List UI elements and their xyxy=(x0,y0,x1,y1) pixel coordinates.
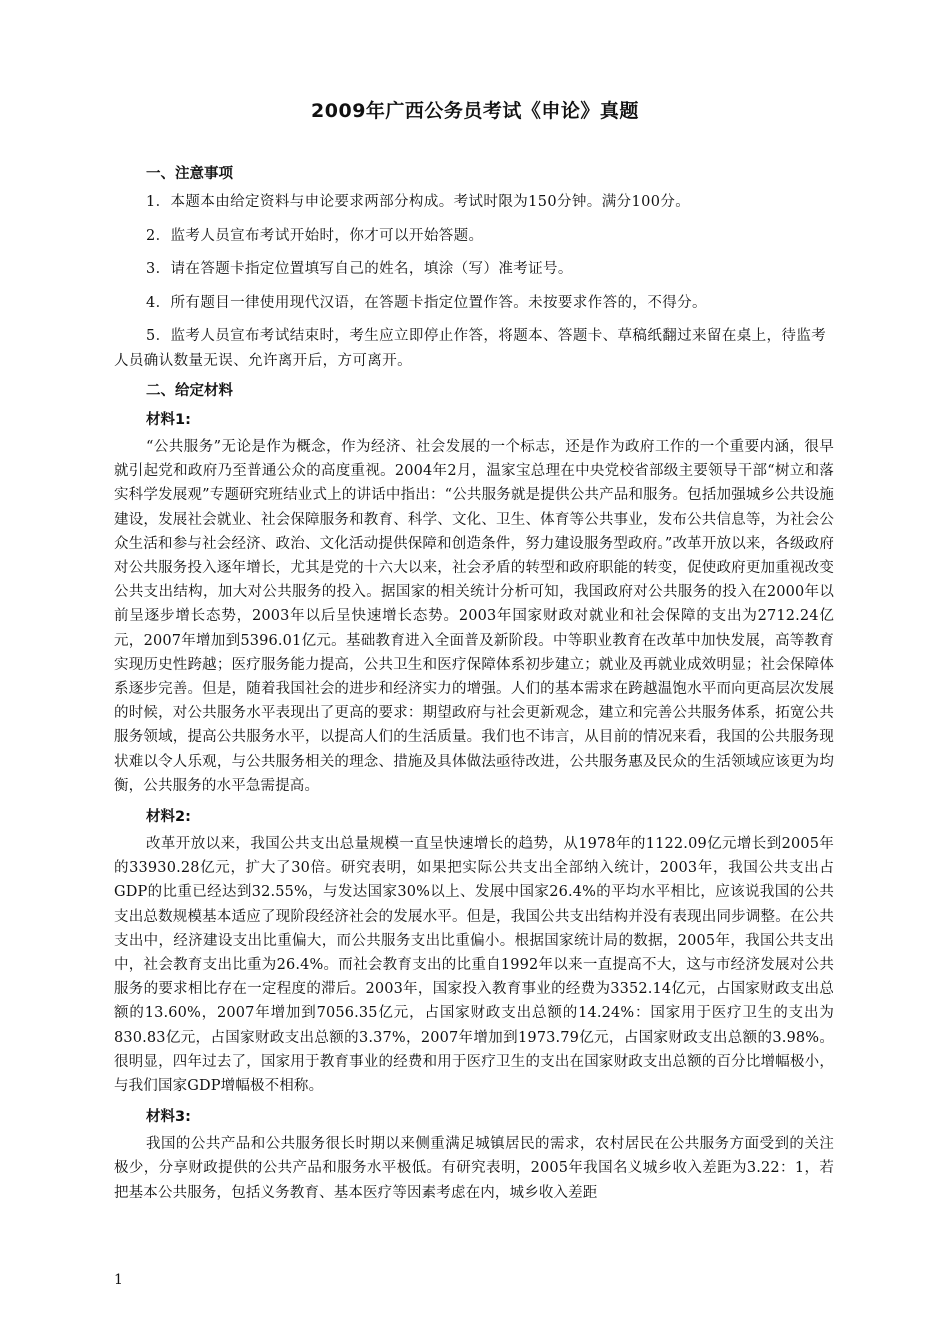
material-text: 改革开放以来，我国公共支出总量规模一直呈快速增长的趋势，从1978年的1122.09亿元增长到2005年的33930.28亿元，扩大了30倍。研究表明，如果把实际公共支出全部纳入统计，2003年，我国公共支出占GDP的比重已经达到32.55%，与发达国家30%以上、发展中国家26.4%的平均水平相比，应该说我国的公共支出总数规模基本适应了现阶段经济社会的发展水平。但是，我国公共支出结构并没有表现出同步调整。在公共支出中，经济建设支出比重偏大，而公共服务支出比重偏小。根据国家统计局的数据，2005年，我国公共支出中，社会教育支出比重为26.4%。而社会教育支出的比重自1992年以来一直提高不大，这与市经济发展对公共服务的要求相比存在一定程度的滞后。2003年，国家投入教育事业的经费为3352.14亿元，占国家财政支出总额的13.60%，2007年增加到7056.35亿元，占国家财政支出总额的14.24%：国家用于医疗卫生的支出为830.83亿元，占国家财政支出总额的3.37%，2007年增加到1973.79亿元，占国家财政支出总额的3.98%。很明显，四年过去了，国家用于教育事业的经费和用于医疗卫生的支出在国家财政支出总额的百分比增幅极小，与我们国家GDP增幅极不相称。 xyxy=(114,836,834,1095)
note-item: 1．本题本由给定资料与申论要求两部分构成。考试时限为150分钟。满分100分。 xyxy=(146,194,691,210)
page-number: 1 xyxy=(114,1272,123,1288)
note-item: 5．监考人员宣布考试结束时，考生应立即停止作答，将题本、答题卡、草稿纸翻过来留在桌上，待监考人员确认数量无误、允许离开后，方可离开。 xyxy=(114,328,827,369)
material-text: 我国的公共产品和公共服务很长时期以来侧重满足城镇居民的需求，农村居民在公共服务方面受到的关注极少，分享财政提供的公共产品和服务水平极低。有研究表明，2005年我国名义城乡收入差距为3.22：1，若把基本公共服务，包括义务教育、基本医疗等因素考虑在内，城乡收入差距 xyxy=(114,1136,834,1201)
section-heading-notes: 一、注意事项 xyxy=(146,166,233,182)
note-item: 3．请在答题卡指定位置填写自己的姓名，填涂（写）准考证号。 xyxy=(146,261,573,277)
section-heading-materials: 二、给定材料 xyxy=(146,383,233,399)
note-item: 4．所有题目一律使用现代汉语，在答题卡指定位置作答。未按要求作答的，不得分。 xyxy=(146,294,707,311)
document-body xyxy=(114,160,834,1211)
material-label: 材料1: xyxy=(146,412,191,428)
material-label: 材料3: xyxy=(146,1109,191,1126)
material-label: 材料2: xyxy=(146,809,191,826)
page-title: 2009年广西公务员考试《申论》真题 xyxy=(311,100,639,122)
material-text: “公共服务”无论是作为概念，作为经济、社会发展的一个标志，还是作为政府工作的一个重要内涵，很早就引起党和政府乃至普通公众的高度重视。2004年2月，温家宝总理在中央党校省部级主要领导干部“树立和落实科学发展观”专题研究班结业式上的讲话中指出：“公共服务就是提供公共产品和服务。包括加强城乡公共设施建设，发展社会就业、社会保障服务和教育、科学、文化、卫生、体育等公共事业，发布公共信息等，为社会公众生活和参与社会经济、政治、文化活动提供保障和创造条件，努力建设服务型政府。”改革开放以来，各级政府对公共服务投入逐年增长，尤其是党的十六大以来，社会矛盾的转型和政府职能的转变，促使政府更加重视改变公共支出结构，加大对公共服务的投入。据国家的相关统计分析可知，我国政府对公共服务的投入在2000年以前呈逐步增长态势，2003年以后呈快速增长态势。2003年国家财政对就业和社会保障的支出为2712.24亿元，2007年增加到5396.01亿元。基础教育进入全面普及新阶段。中等职业教育在改革中加快发展，高等教育实现历史性跨越；医疗服务能力提高，公共卫生和医疗保障体系初步建立；就业及再就业成效明显；社会保障体系逐步完善。但是，随着我国社会的进步和经济实力的增强。人们的基本需求在跨越温饱水平而向更高层次发展的时候，对公共服务水平表现出了更高的要求：期望政府与社会更新观念，建立和完善公共服务体系，拓宽公共服务领域，提高公共服务水平，以提高人们的生活质量。我们也不讳言，从目前的情况来看，我国的公共服务现状难以令人乐观，与公共服务相关的理念、措施及具体做法亟待改进，公共服务惠及民众的生活领域应该更为均衡，公共服务的水平急需提高。 xyxy=(114,439,834,794)
note-item: 2．监考人员宣布考试开始时，你才可以开始答题。 xyxy=(146,227,484,244)
